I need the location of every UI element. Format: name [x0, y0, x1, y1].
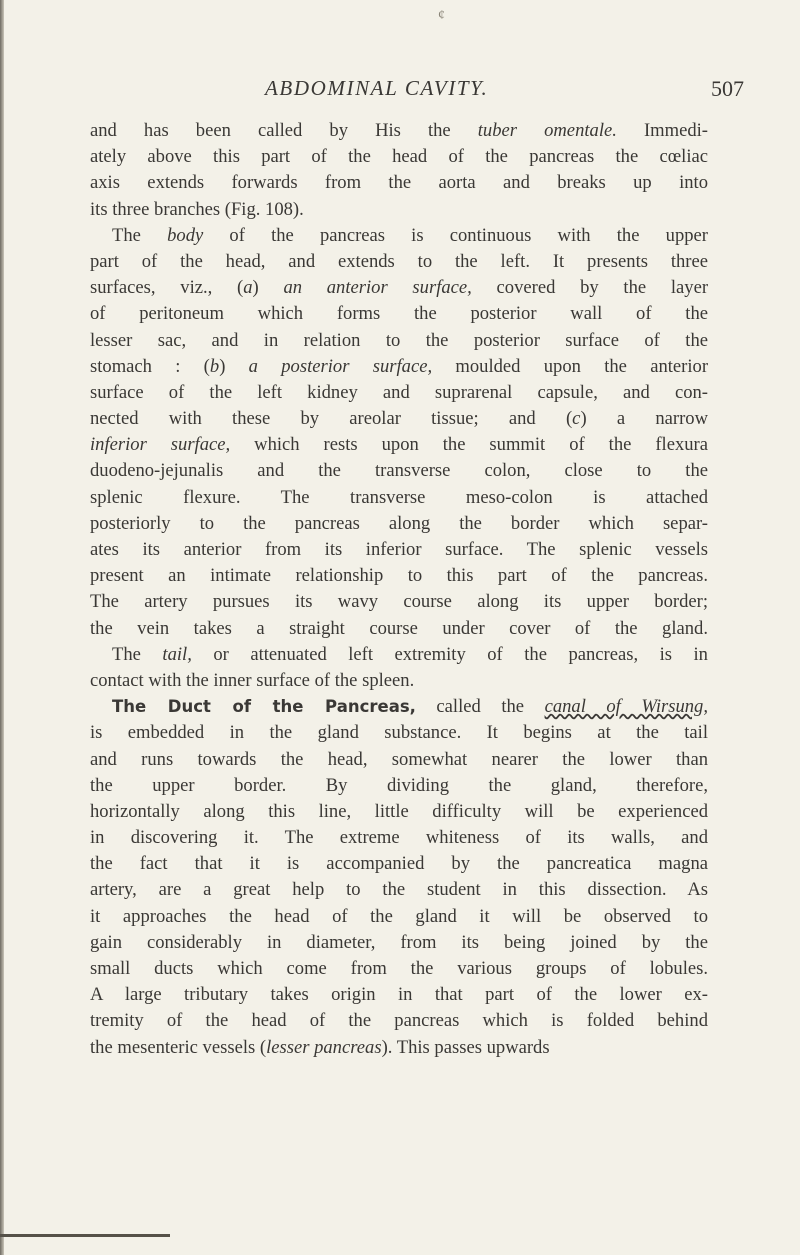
text-run: ately above this part of the head of the pancreas the cœliac	[90, 146, 708, 168]
text-run: surfaces, viz., (	[90, 277, 244, 299]
text-run: or attenuated left extremity of the pancreas, is in	[191, 643, 708, 665]
text-line	[90, 511, 708, 537]
body-text	[90, 118, 708, 1061]
text-line	[90, 485, 708, 511]
text-line	[90, 380, 708, 406]
text-line	[90, 563, 708, 589]
text-run: and runs towards the head, somewhat nearer the lower than	[90, 748, 708, 770]
text-run: posteriorly to the pancreas along the border which separ-	[90, 512, 708, 534]
text-run: its three branches (Fig. 108).	[90, 198, 304, 220]
italic-term: tail,	[162, 643, 192, 665]
text-run: the upper border. By dividing the gland, therefore,	[90, 774, 708, 796]
text-run: axis extends forwards from the aorta and breaks up into	[90, 172, 708, 194]
italic-term: a	[243, 277, 253, 299]
text-run: )	[219, 355, 249, 377]
text-run: The	[112, 224, 168, 246]
underlined-term: canal of Wirsung,	[544, 696, 708, 718]
text-run: )	[252, 277, 284, 299]
text-line	[90, 432, 708, 458]
top-margin-mark: ¢	[438, 8, 445, 23]
text-run: of peritoneum which forms the posterior wall of the	[90, 303, 708, 325]
text-line	[90, 197, 708, 223]
text-run: present an intimate relationship to this part of the pancreas.	[90, 565, 708, 587]
page-number: 507	[711, 76, 744, 101]
text-run: which rests upon the summit of the flexura	[230, 434, 708, 456]
italic-term: a posterior surface,	[248, 355, 433, 377]
text-line	[90, 354, 708, 380]
text-line	[90, 118, 708, 144]
text-line	[90, 877, 708, 903]
text-run: A large tributary takes origin in that part of the lower ex-	[90, 984, 708, 1006]
text-run: stomach : (	[90, 355, 210, 377]
text-run: moulded upon the anterior	[432, 355, 709, 377]
text-run: tremity of the head of the pancreas which is folded behind	[90, 1010, 708, 1032]
text-line	[90, 694, 708, 720]
text-run: nected with these by areolar tissue; and (	[90, 408, 573, 430]
text-line	[90, 249, 708, 275]
italic-term: c	[572, 408, 581, 430]
page-bottom-edge-mark	[0, 1234, 170, 1237]
text-run: lesser sac, and in relation to the posterior surface of the	[90, 329, 708, 351]
text-run: horizontally along this line, little difficulty will be experienced	[90, 800, 708, 822]
text-run: duodeno-jejunalis and the transverse colon, close to the	[90, 460, 708, 482]
text-line	[90, 275, 708, 301]
text-line	[90, 799, 708, 825]
text-run: artery, are a great help to the student in this dissection. As	[90, 879, 708, 901]
text-run: Immedi-	[616, 120, 708, 141]
page-header	[0, 76, 800, 108]
text-run: and has been called by His the	[90, 120, 478, 141]
text-run: contact with the inner surface of the spleen.	[90, 669, 415, 691]
text-line	[90, 851, 708, 877]
text-run: the mesenteric vessels (	[90, 1036, 267, 1058]
text-line	[90, 825, 708, 851]
text-line	[90, 1008, 708, 1034]
italic-term: lesser pancreas	[266, 1036, 382, 1058]
text-line	[90, 642, 708, 668]
text-run: part of the head, and extends to the left. It presents three	[90, 250, 708, 272]
italic-term: an anterior surface,	[283, 277, 472, 299]
text-run: splenic flexure. The transverse meso-colon is attached	[90, 486, 708, 508]
text-run: the vein takes a straight course under cover of the gland.	[90, 617, 708, 639]
text-run: small ducts which come from the various groups of lobules.	[90, 958, 708, 979]
text-run: The	[112, 643, 163, 665]
text-run: covered by the layer	[471, 277, 709, 299]
text-run: ). This passes upwards	[381, 1036, 550, 1058]
text-run: The artery pursues its wavy course along its upper border;	[90, 591, 708, 613]
text-line	[90, 170, 708, 196]
running-head: ABDOMINAL CAVITY.	[265, 76, 489, 100]
text-run: the fact that it is accompanied by the pancreatica magna	[90, 853, 708, 875]
text-run: surface of the left kidney and suprarenal capsule, and con-	[90, 381, 708, 403]
text-line	[90, 720, 708, 746]
text-run: ) a narrow	[580, 408, 709, 430]
text-line	[90, 458, 708, 484]
italic-term: body	[167, 224, 204, 246]
text-run: in discovering it. The extreme whiteness of its walls, and	[90, 827, 708, 849]
text-line	[90, 589, 708, 615]
text-line	[90, 616, 708, 642]
text-line	[90, 328, 708, 354]
text-line	[90, 301, 708, 327]
text-run: ates its anterior from its inferior surface. The splenic vessels	[90, 539, 708, 560]
text-run: is embedded in the gland substance. It begins at the tail	[90, 722, 708, 744]
text-run: called the	[415, 696, 545, 718]
text-line	[90, 982, 708, 1008]
text-line	[90, 1035, 708, 1061]
italic-term: b	[209, 355, 220, 377]
text-line	[90, 904, 708, 930]
text-run: it approaches the head of the gland it will be observed to	[90, 905, 708, 927]
text-line	[90, 223, 708, 249]
text-line	[90, 668, 708, 694]
text-run: of the pancreas is continuous with the upper	[203, 224, 708, 246]
text-line	[90, 773, 708, 799]
text-line	[90, 956, 708, 982]
text-line	[90, 930, 708, 956]
text-run: gain considerably in diameter, from its being joined by the	[90, 931, 708, 953]
text-line	[90, 537, 708, 563]
italic-term: tuber omentale.	[477, 120, 617, 141]
section-run-in-heading: The Duct of the Pancreas,	[112, 697, 416, 717]
italic-term: inferior surface,	[90, 434, 231, 456]
text-line	[90, 144, 708, 170]
page-binding-edge	[0, 0, 4, 1255]
text-line	[90, 747, 708, 773]
text-line	[90, 406, 708, 432]
